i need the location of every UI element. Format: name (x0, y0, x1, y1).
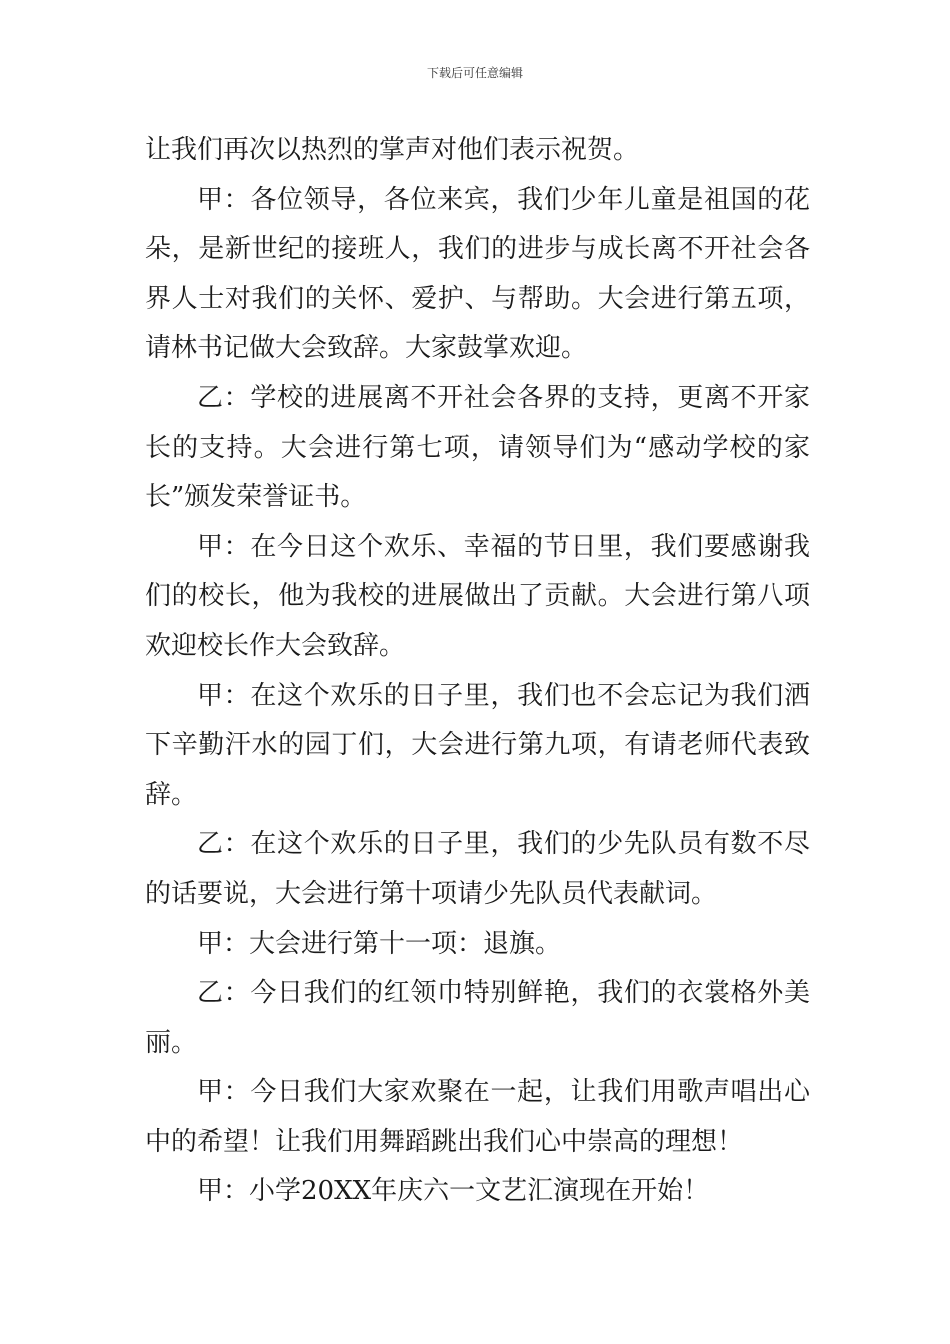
paragraph: 乙：今日我们的红领巾特别鲜艳，我们的衣裳格外美丽。 (145, 978, 810, 1058)
paragraph: 让我们再次以热烈的掌声对他们表示祝贺。 (145, 135, 640, 165)
paragraph: 甲：在这个欢乐的日子里，我们也不会忘记为我们洒下辛勤汗水的园丁们，大会进行第九项，有请老师代表致辞。 (145, 680, 810, 810)
paragraph: 甲：在今日这个欢乐、幸福的节日里，我们要感谢我们的校长，他为我校的进展做出了贡献。大会进行第八项欢迎校长作大会致辞。 (145, 531, 810, 661)
paragraph: 甲：大会进行第十一项：退旗。 (197, 928, 562, 959)
paragraph: 乙：学校的进展离不开社会各界的支持，更离不开家长的支持。大会进行第七项，请领导们为“感动学校的家长”颁发荣誉证书。 (145, 382, 810, 513)
page-header: 下载后可任意编辑 (426, 66, 523, 80)
paragraph: 甲：各位领导，各位来宾，我们少年儿童是祖国的花朵，是新世纪的接班人，我们的进步与成长离不开社会各界人士对我们的关怀、爱护、与帮助。大会进行第五项，请林书记做大会致辞。大家鼓掌欢迎。 (145, 184, 810, 364)
paragraph: 乙：在这个欢乐的日子里，我们的少先队员有数不尽的话要说，大会进行第十项请少先队员代表献词。 (145, 829, 810, 909)
paragraph: 甲：小学20XX年庆六一文艺汇演现在开始！ (197, 1176, 710, 1207)
document-body (145, 126, 810, 1217)
paragraph: 甲：今日我们大家欢聚在一起，让我们用歌声唱出心中的希望！让我们用舞蹈跳出我们心中崇高的理想！ (145, 1077, 810, 1157)
